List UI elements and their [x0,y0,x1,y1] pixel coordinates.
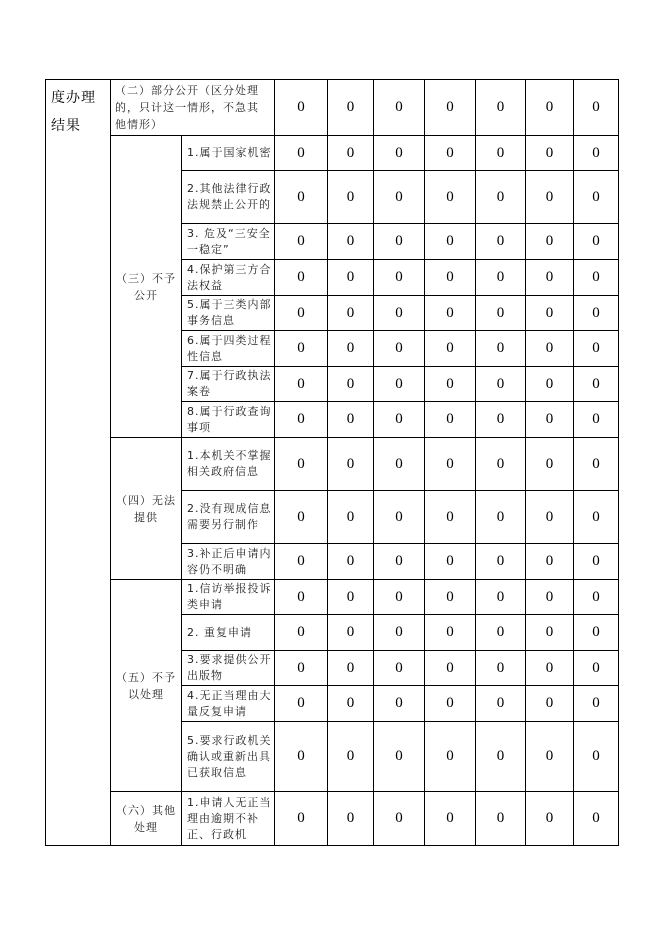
value-cell: 0 [425,722,476,792]
value-cell: 0 [275,136,328,171]
item-label: 5.要求行政机关确认或重新出具已获取信息 [182,722,275,792]
value-cell: 0 [526,136,574,171]
value-cell: 0 [476,171,526,224]
value-cell: 0 [425,438,476,491]
value-cell: 0 [374,296,425,331]
value-cell: 0 [275,544,328,580]
item-label: 3.要求提供公开出版物 [182,651,275,686]
value-cell: 0 [425,792,476,846]
value-cell: 0 [574,224,619,260]
value-cell: 0 [275,260,328,296]
value-cell: 0 [275,331,328,367]
value-cell: 0 [476,722,526,792]
value-cell: 0 [476,615,526,651]
value-cell: 0 [526,438,574,491]
value-cell: 0 [526,402,574,438]
table-row [46,580,619,615]
value-cell: 0 [275,651,328,686]
value-cell: 0 [574,136,619,171]
value-cell: 0 [328,438,374,491]
value-cell: 0 [328,224,374,260]
item-label: 6.属于四类过程性信息 [182,331,275,367]
table-row [46,792,619,846]
value-cell: 0 [275,171,328,224]
value-cell: 0 [574,544,619,580]
value-cell: 0 [476,260,526,296]
disclosure-results-table [45,79,619,846]
group-label-unable-to-provide: （四）无法提供 [111,438,182,580]
value-cell: 0 [275,402,328,438]
value-cell: 0 [328,722,374,792]
value-cell: 0 [374,402,425,438]
value-cell: 0 [328,80,374,136]
group-label-not-processed: （五）不予以处理 [111,580,182,792]
value-cell: 0 [275,224,328,260]
value-cell: 0 [476,651,526,686]
value-cell: 0 [476,792,526,846]
item-label: 7.属于行政执法案卷 [182,367,275,402]
value-cell: 0 [374,686,425,722]
value-cell: 0 [574,438,619,491]
value-cell: 0 [425,171,476,224]
value-cell: 0 [425,331,476,367]
value-cell: 0 [374,260,425,296]
value-cell: 0 [374,792,425,846]
value-cell: 0 [374,438,425,491]
value-cell: 0 [275,438,328,491]
value-cell: 0 [526,260,574,296]
value-cell: 0 [275,80,328,136]
value-cell: 0 [374,367,425,402]
value-cell: 0 [526,171,574,224]
value-cell: 0 [574,296,619,331]
value-cell: 0 [275,792,328,846]
value-cell: 0 [526,686,574,722]
value-cell: 0 [328,544,374,580]
value-cell: 0 [574,722,619,792]
value-cell: 0 [425,260,476,296]
item-label: 2. 重复申请 [182,615,275,651]
item-label: 1.本机关不掌握相关政府信息 [182,438,275,491]
value-cell: 0 [574,686,619,722]
value-cell: 0 [328,651,374,686]
value-cell: 0 [374,171,425,224]
value-cell: 0 [476,402,526,438]
value-cell: 0 [476,438,526,491]
table-row [46,438,619,491]
value-cell: 0 [476,491,526,544]
value-cell: 0 [374,722,425,792]
item-label: 2.没有现成信息需要另行制作 [182,491,275,544]
value-cell: 0 [574,580,619,615]
value-cell: 0 [476,296,526,331]
value-cell: 0 [374,651,425,686]
value-cell: 0 [476,136,526,171]
value-cell: 0 [374,331,425,367]
value-cell: 0 [574,260,619,296]
item-label: 5.属于三类内部事务信息 [182,296,275,331]
value-cell: 0 [526,80,574,136]
value-cell: 0 [328,171,374,224]
value-cell: 0 [328,792,374,846]
value-cell: 0 [574,651,619,686]
value-cell: 0 [275,491,328,544]
value-cell: 0 [374,224,425,260]
item-label: 1.申请人无正当理由逾期不补正、行政机 [182,792,275,846]
value-cell: 0 [574,331,619,367]
item-label: 2.其他法律行政法规禁止公开的 [182,171,275,224]
group-label-other-processing: （六）其他处理 [111,792,182,846]
value-cell: 0 [328,615,374,651]
value-cell: 0 [425,402,476,438]
item-label: 1.属于国家机密 [182,136,275,171]
value-cell: 0 [476,580,526,615]
value-cell: 0 [374,615,425,651]
value-cell: 0 [425,296,476,331]
value-cell: 0 [526,491,574,544]
value-cell: 0 [328,580,374,615]
value-cell: 0 [526,722,574,792]
item-label: 1.信访举报投诉类申请 [182,580,275,615]
value-cell: 0 [425,686,476,722]
value-cell: 0 [476,224,526,260]
value-cell: 0 [425,491,476,544]
value-cell: 0 [526,580,574,615]
value-cell: 0 [526,651,574,686]
value-cell: 0 [374,80,425,136]
value-cell: 0 [374,544,425,580]
value-cell: 0 [526,544,574,580]
value-cell: 0 [425,651,476,686]
group-label-not-disclosed: （三）不予公开 [111,136,182,438]
value-cell: 0 [425,580,476,615]
value-cell: 0 [374,491,425,544]
value-cell: 0 [425,80,476,136]
value-cell: 0 [574,171,619,224]
value-cell: 0 [476,331,526,367]
value-cell: 0 [425,136,476,171]
value-cell: 0 [574,80,619,136]
value-cell: 0 [275,296,328,331]
value-cell: 0 [574,792,619,846]
value-cell: 0 [374,136,425,171]
item-label: 3. 危及“三安全一稳定” [182,224,275,260]
value-cell: 0 [328,367,374,402]
value-cell: 0 [526,224,574,260]
value-cell: 0 [425,544,476,580]
value-cell: 0 [574,491,619,544]
item-label: 4.保护第三方合法权益 [182,260,275,296]
value-cell: 0 [526,331,574,367]
item-label: 3.补正后申请内容仍不明确 [182,544,275,580]
value-cell: 0 [476,686,526,722]
value-cell: 0 [328,260,374,296]
value-cell: 0 [425,367,476,402]
table-row [46,136,619,171]
group-label-partial-disclosure: （二）部分公开（区分处理的，只计这一情形，不急其他情形） [111,80,275,136]
value-cell: 0 [374,580,425,615]
value-cell: 0 [574,367,619,402]
item-label: 4.无正当理由大量反复申请 [182,686,275,722]
value-cell: 0 [526,296,574,331]
value-cell: 0 [526,615,574,651]
value-cell: 0 [275,722,328,792]
value-cell: 0 [476,544,526,580]
item-label: 8.属于行政查询事项 [182,402,275,438]
value-cell: 0 [275,367,328,402]
value-cell: 0 [275,615,328,651]
value-cell: 0 [526,367,574,402]
value-cell: 0 [275,580,328,615]
value-cell: 0 [275,686,328,722]
table-row [46,80,619,136]
value-cell: 0 [328,491,374,544]
value-cell: 0 [574,402,619,438]
value-cell: 0 [526,792,574,846]
value-cell: 0 [328,402,374,438]
value-cell: 0 [476,367,526,402]
value-cell: 0 [328,331,374,367]
value-cell: 0 [328,686,374,722]
value-cell: 0 [476,80,526,136]
value-cell: 0 [574,615,619,651]
value-cell: 0 [328,296,374,331]
section-label: 度办理结果 [46,80,111,846]
value-cell: 0 [425,615,476,651]
value-cell: 0 [425,224,476,260]
value-cell: 0 [328,136,374,171]
